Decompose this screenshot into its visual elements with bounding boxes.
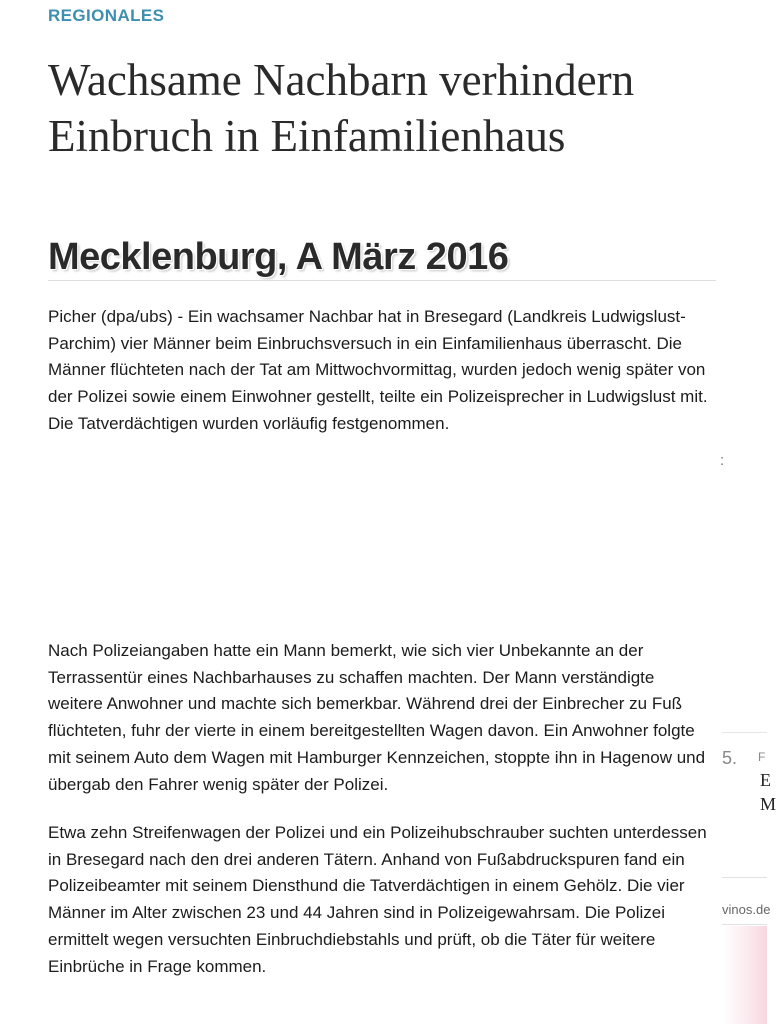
- sidebar-item-kicker[interactable]: F: [758, 750, 766, 764]
- article-paragraph-1: Picher (dpa/ubs) - Ein wachsamer Nachbar hat in Bresegard (Landkreis Ludwigslust-Parchim) vier Männer beim Einbruchsversuch in ein Einfamilienhaus überrascht. Die Männer flüchteten nach der Tat am Mittwochvormittag, wurden jedoch wenig später von der Polizei sowie einem Einwohner gestellt, teilte ein Polizeisprecher in Ludwigslust mit. Die Tatverdächtigen wurden vorläufig festgenommen.: [48, 307, 708, 433]
- sidebar-divider: [722, 877, 767, 878]
- sidebar-item-title-line1[interactable]: E: [760, 770, 771, 790]
- ad-source-label[interactable]: vinos.de: [722, 902, 771, 917]
- article-paragraph-3: Etwa zehn Streifenwagen der Polizei und ein Polizeihubschrauber suchten unterdessen in Bresegard nach den drei anderen Tätern. Anhand von Fußabdruckspuren fand ein Polizeibeamter mit seinem Diensthund die Tatverdächtigen in einem Gehölz. Die vier Männer im Alter zwischen 23 und 44 Jahren sind in Polizeigewahrsam. Die Polizei ermittelt wegen versuchten Einbruchdiebstahls und prüft, ob die Täter für weitere Einbrüche in Frage kommen.: [48, 823, 707, 976]
- sidebar-item-title-line2[interactable]: M: [760, 794, 776, 814]
- sidebar-item-number: 5.: [722, 748, 738, 768]
- article-headline: Wachsame Nachbarn verhindern Einbruch in Einfamilienhaus: [48, 55, 635, 161]
- article-paragraph-2: Nach Polizeiangaben hatte ein Mann bemerkt, wie sich vier Unbekannte an der Terrassentür eines Nachbarhauses zu schaffen machten. Der Mann verständigte weitere Anwohner und machte sich bemerkbar. Während drei der Einbrecher zu Fuß flüchteten, fuhr der vierte in einem bereitgestellten Wagen davon. Ein Anwohner folgte mit seinem Auto dem Wagen mit Hamburger Kennzeichen, stoppte ihn in Hagenow und übergab den Fahrer wenig später der Polizei.: [48, 641, 706, 794]
- divider: [48, 280, 716, 281]
- section-label[interactable]: REGIONALES: [48, 6, 165, 25]
- sidebar-divider: [722, 924, 767, 925]
- ad-banner[interactable]: [722, 926, 767, 1024]
- location-date-overlay: Mecklenburg, A März 2016: [48, 236, 509, 278]
- sidebar-divider: [722, 732, 767, 733]
- sidebar-fragment-mark: :: [720, 452, 725, 469]
